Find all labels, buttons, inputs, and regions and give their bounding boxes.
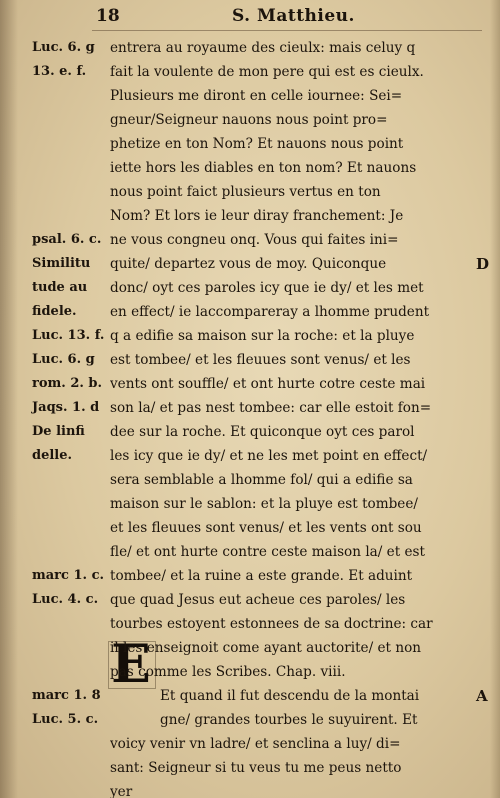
text-line: entrera au royaume des cieulx: mais celuy q [110,40,416,56]
running-head: S. Matthieu. [232,6,355,26]
decorated-initial: E [111,634,151,695]
text-line: il les enseignoit come ayant auctorite/ et non [110,640,422,656]
margin-note: psal. 6. c. [32,232,102,247]
margin-note: De linfi [32,424,85,439]
text-line: gne/ grandes tourbes le suyuirent. Et [160,712,418,728]
text-line: maison sur le sablon: et la pluye est tombee/ [110,496,418,512]
margin-note: Luc. 6. g [32,352,95,367]
margin-note: Similitu [32,256,91,271]
text-line: et les fleuues sont venus/ et les vents ont sou [110,520,422,536]
text-line: sant: Seigneur si tu veus tu me peus netto [110,760,402,776]
text-line: que quad Jesus eut acheue ces paroles/ les [110,592,406,608]
text-line: fait la voulente de mon pere qui est es cieulx. [110,64,424,80]
margin-note: marc 1. c. [32,568,105,583]
text-line: iette hors les diables en ton nom? Et nauons [110,160,417,176]
text-line: yer [110,784,133,798]
text-line: en effect/ ie laccompareray a lhomme prudent [110,304,430,320]
margin-note: Jaqs. 1. d [32,400,100,415]
text-line: est tombee/ et les fleuues sont venus/ et les [110,352,411,368]
text-line: Nom? Et lors ie leur diray franchement: Je [110,208,404,224]
text-line: fle/ et ont hurte contre ceste maison la/ et est [110,544,425,560]
margin-note: fidele. [32,304,77,319]
folio-number: 18 [96,6,120,26]
text-line: phetize en ton Nom? Et nauons nous point [110,136,404,152]
margin-note: Luc. 6. g [32,40,95,55]
margin-note: rom. 2. b. [32,376,103,391]
text-line: tombee/ et la ruine a este grande. Et aduint [110,568,413,584]
margin-note: delle. [32,448,73,463]
text-line: donc/ oyt ces paroles icy que ie dy/ et les met [110,280,424,296]
margin-note: Luc. 13. f. [32,328,105,343]
text-line: vents ont souffle/ et ont hurte cotre ceste mai [110,376,426,392]
text-line: dee sur la roche. Et quiconque oyt ces parol [110,424,415,440]
page-edge-shadow [490,0,500,798]
margin-note: 13. e. f. [32,64,87,79]
section-letter-mark: D [476,255,490,273]
text-line: quite/ departez vous de moy. Quiconque [110,256,387,272]
page-header [0,2,500,30]
section-letter-mark: A [476,687,488,705]
text-line: pas comme les Scribes. Chap. viii. [110,664,346,680]
margin-note: Luc. 5. c. [32,712,99,727]
header-rule [92,30,482,31]
gutter-shadow [0,0,18,798]
text-line: voicy venir vn ladre/ et senclina a luy/ di= [110,736,401,752]
text-line: ne vous congneu onq. Vous qui faites ini= [110,232,399,248]
text-line: sera semblable a lhomme fol/ qui a edifie sa [110,472,413,488]
text-line: Plusieurs me diront en celle iournee: Sei= [110,88,403,104]
margin-note: marc 1. 8 [32,688,101,703]
text-line: q a edifie sa maison sur la roche: et la pluye [110,328,415,344]
margin-note: Luc. 4. c. [32,592,99,607]
text-line: gneur/Seigneur nauons nous point pro= [110,112,388,128]
text-line: nous point faict plusieurs vertus en ton [110,184,381,200]
body-text [110,36,486,798]
text-line: son la/ et pas nest tombee: car elle estoit fon= [110,400,432,416]
text-line: Et quand il fut descendu de la montai [160,688,420,704]
text-line: tourbes estoyent estonnees de sa doctrine: car [110,616,433,632]
text-line: les icy que ie dy/ et ne les met point en effect/ [110,448,428,464]
margin-note: tude au [32,280,88,295]
